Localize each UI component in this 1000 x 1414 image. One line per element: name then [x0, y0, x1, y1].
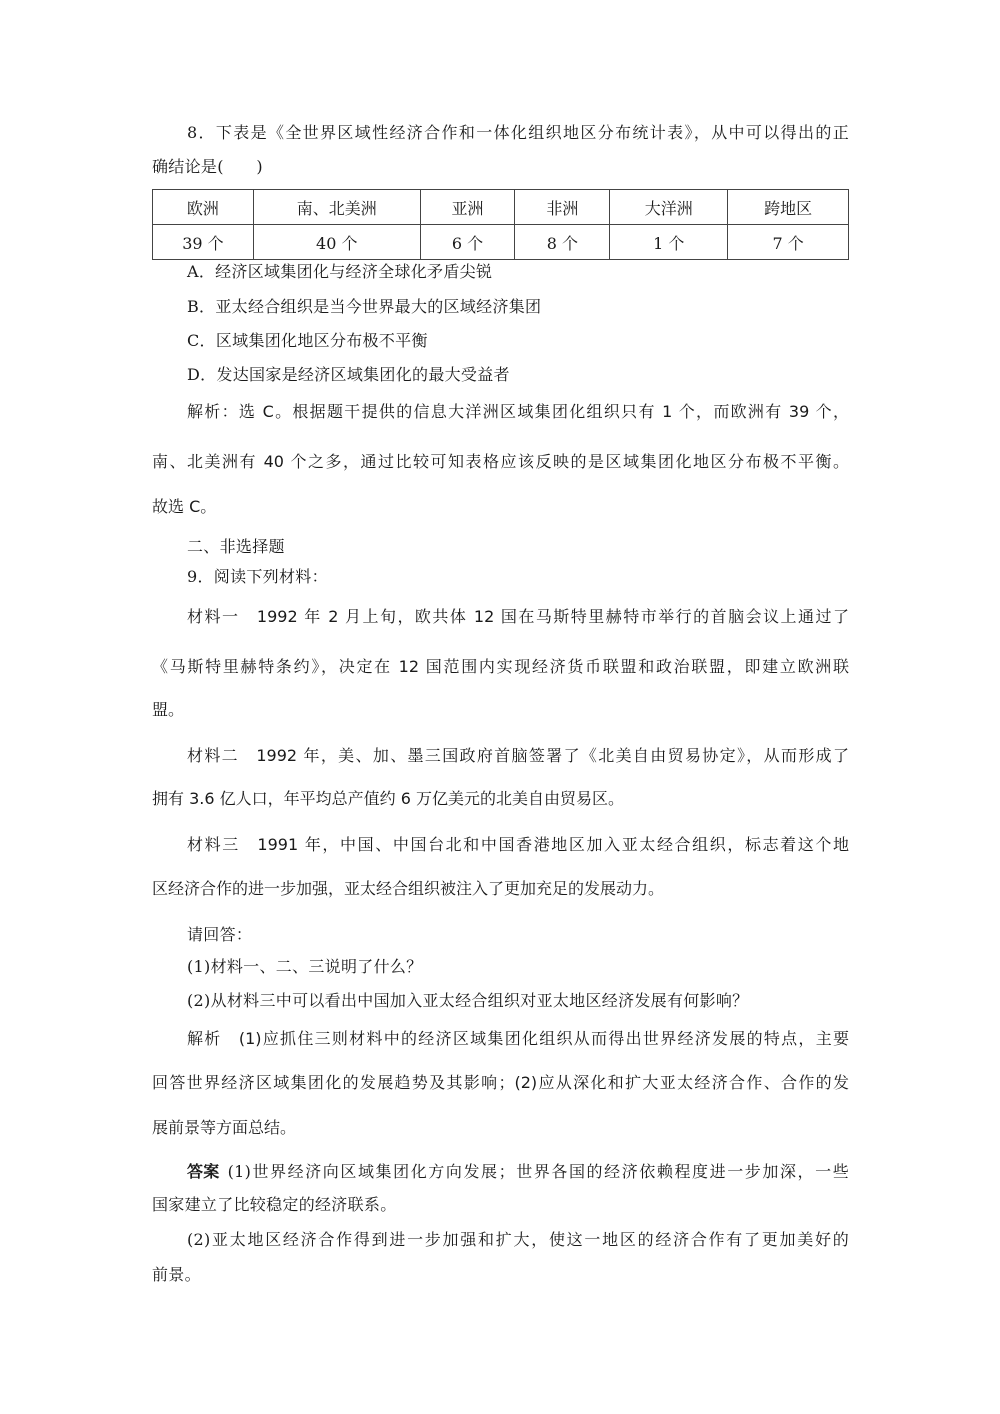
- table-header-cell: 欧洲: [153, 190, 254, 225]
- q9-analysis-line2: 回答世界经济区域集团化的发展趋势及其影响；(2)应从深化和扩大亚太经济合作、合作的发: [152, 1073, 849, 1092]
- q8-analysis-line1: 解析：选 C。根据题干提供的信息大洋洲区域集团化组织只有 1 个，而欧洲有 39 个，: [187, 402, 849, 421]
- table-header-row: [153, 190, 849, 225]
- q9-material3-line1: 材料三 1991 年，中国、中国台北和中国香港地区加入亚太经合组织，标志着这个地: [187, 835, 849, 854]
- q9-analysis-line3: 展前景等方面总结。: [152, 1118, 297, 1137]
- q8-stem-line2: 确结论是( ): [152, 157, 263, 176]
- q9-answer-line2: 国家建立了比较稳定的经济联系。: [152, 1195, 397, 1214]
- table-header-cell: 大洋洲: [610, 190, 728, 225]
- table-cell: 40 个: [253, 225, 420, 260]
- q9-answer2-line1: (2)亚太地区经济合作得到进一步加强和扩大，使这一地区的经济合作有了更加美好的: [187, 1230, 849, 1249]
- table-row: [153, 225, 849, 260]
- q8-option-c: C．区域集团化地区分布极不平衡: [187, 331, 428, 350]
- q9-material1-line2: 《马斯特里赫特条约》，决定在 12 国范围内实现经济货币联盟和政治联盟，即建立欧洲联: [152, 657, 849, 676]
- answer-1-text: (1)世界经济向区域集团化方向发展；世界各国的经济依赖程度进一步加深，一些: [227, 1162, 849, 1181]
- q9-material2-line1: 材料二 1992 年，美、加、墨三国政府首脑签署了《北美自由贸易协定》，从而形成了: [187, 746, 849, 765]
- q8-stem-line1: 8．下表是《全世界区域性经济合作和一体化组织地区分布统计表》，从中可以得出的正: [187, 123, 849, 142]
- section-heading: 二、非选择题: [187, 537, 285, 556]
- distribution-table: [152, 189, 849, 260]
- table-cell: 6 个: [420, 225, 515, 260]
- q9-answer2-line2: 前景。: [152, 1265, 201, 1284]
- table-cell: 7 个: [728, 225, 849, 260]
- q9-question-1: (1)材料一、二、三说明了什么？: [187, 957, 423, 976]
- table-header-cell: 亚洲: [420, 190, 515, 225]
- q9-analysis-line1: 解析 (1)应抓住三则材料中的经济区域集团化组织从而得出世界经济发展的特点，主要: [187, 1029, 849, 1048]
- q9-question-2: (2)从材料三中可以看出中国加入亚太经合组织对亚太地区经济发展有何影响？: [187, 991, 749, 1010]
- q8-option-d: D．发达国家是经济区域集团化的最大受益者: [187, 365, 510, 384]
- table-cell: 1 个: [610, 225, 728, 260]
- table-header-cell: 跨地区: [728, 190, 849, 225]
- q9-answer-line1: [187, 1162, 849, 1182]
- table-header-cell: 南、北美洲: [253, 190, 420, 225]
- q9-stem: 9．阅读下列材料：: [187, 567, 328, 586]
- table-cell: 8 个: [515, 225, 610, 260]
- table-cell: 39 个: [153, 225, 254, 260]
- q8-analysis-line3: 故选 C。: [152, 497, 217, 516]
- table-header-cell: 非洲: [515, 190, 610, 225]
- q8-option-b: B．亚太经合组织是当今世界最大的区域经济集团: [187, 297, 542, 316]
- q9-material3-line2: 区经济合作的进一步加强，亚太经合组织被注入了更加充足的发展动力。: [152, 879, 665, 898]
- q8-analysis-line2: 南、北美洲有 40 个之多，通过比较可知表格应该反映的是区域集团化地区分布极不平衡。: [152, 452, 849, 471]
- q9-material2-line2: 拥有 3.6 亿人口，年平均总产值约 6 万亿美元的北美自由贸易区。: [152, 789, 624, 808]
- answer-label: 答案: [187, 1162, 220, 1181]
- q9-material1-line1: 材料一 1992 年 2 月上旬，欧共体 12 国在马斯特里赫特市举行的首脑会议上通过了: [187, 607, 849, 626]
- q8-option-a: A．经济区域集团化与经济全球化矛盾尖锐: [187, 262, 493, 281]
- q9-material1-line3: 盟。: [152, 700, 185, 719]
- q9-prompt: 请回答：: [187, 925, 253, 944]
